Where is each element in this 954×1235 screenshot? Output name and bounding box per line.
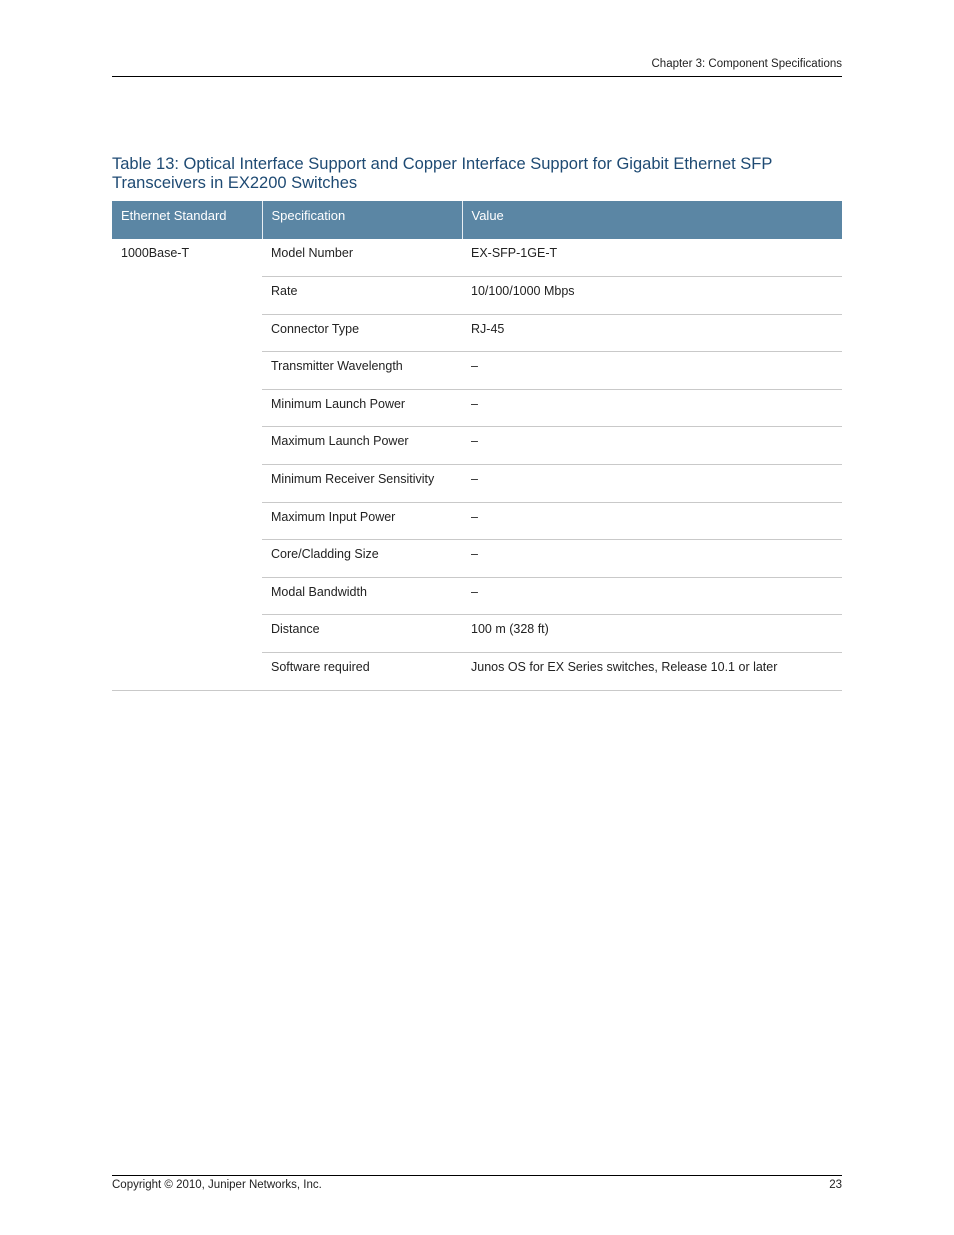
specification-cell: Maximum Launch Power [262, 427, 462, 465]
value-cell: EX-SFP-1GE-T [462, 239, 842, 277]
specification-cell: Transmitter Wavelength [262, 352, 462, 390]
value-cell: 100 m (328 ft) [462, 615, 842, 653]
chapter-title: Chapter 3: Component Specifications [651, 58, 842, 70]
running-header [112, 56, 842, 77]
specification-cell: Software required [262, 653, 462, 691]
column-header-ethernet-standard: Ethernet Standard [112, 201, 262, 239]
value-cell: – [462, 352, 842, 390]
column-header-specification: Specification [262, 201, 462, 239]
value-cell: – [462, 502, 842, 540]
table-body [112, 239, 842, 690]
specification-cell: Maximum Input Power [262, 502, 462, 540]
spec-table [112, 201, 842, 691]
specification-cell: Modal Bandwidth [262, 577, 462, 615]
value-cell: – [462, 389, 842, 427]
value-cell: – [462, 577, 842, 615]
specification-cell: Core/Cladding Size [262, 540, 462, 578]
page-number: 23 [829, 1179, 842, 1191]
specification-cell: Connector Type [262, 314, 462, 352]
value-cell: RJ-45 [462, 314, 842, 352]
specification-cell: Rate [262, 277, 462, 315]
table-row [112, 239, 842, 277]
table-header-row [112, 201, 842, 239]
table-title: Table 13: Optical Interface Support and Copper Interface Support for Gigabit Ethernet SFP Transceivers in EX2200 Switches [112, 155, 773, 192]
ethernet-standard-cell: 1000Base-T [112, 239, 262, 690]
value-cell: 10/100/1000 Mbps [462, 277, 842, 315]
specification-cell: Minimum Receiver Sensitivity [262, 465, 462, 503]
column-header-value: Value [462, 201, 842, 239]
value-cell: – [462, 540, 842, 578]
page-footer [112, 1175, 842, 1191]
specification-cell: Distance [262, 615, 462, 653]
value-cell: – [462, 427, 842, 465]
copyright-notice: Copyright © 2010, Juniper Networks, Inc. [112, 1179, 322, 1191]
specification-cell: Minimum Launch Power [262, 389, 462, 427]
value-cell: Junos OS for EX Series switches, Release 10.1 or later [462, 653, 842, 691]
specification-cell: Model Number [262, 239, 462, 277]
value-cell: – [462, 465, 842, 503]
